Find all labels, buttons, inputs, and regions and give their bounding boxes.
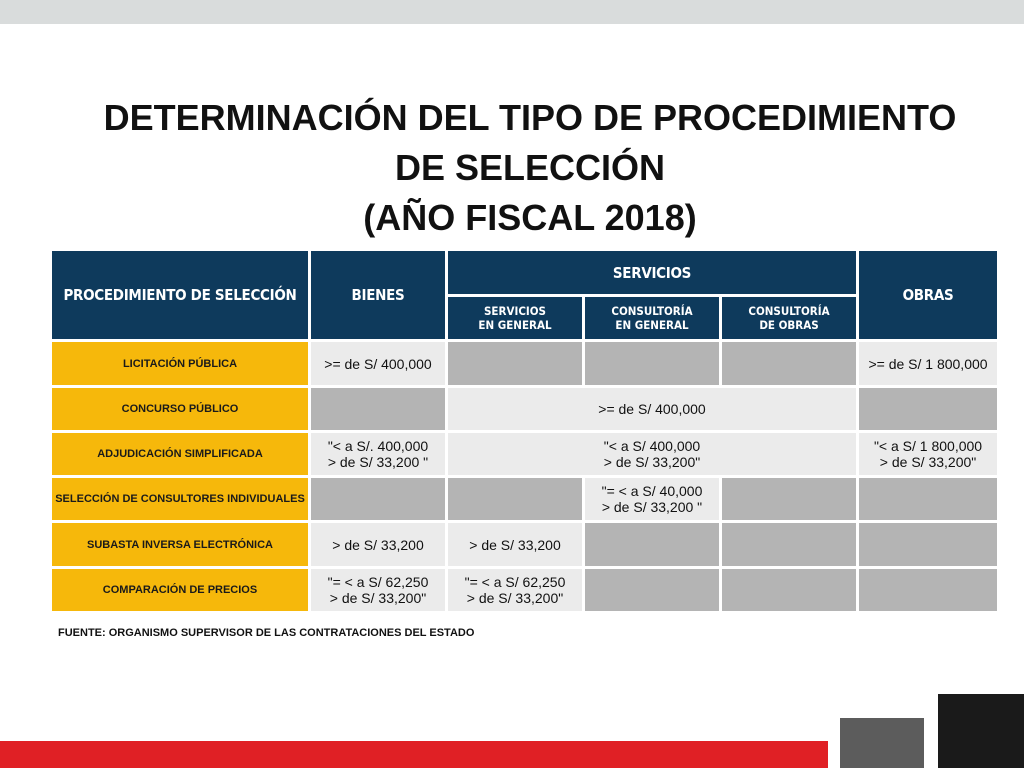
cell-adjudicacion-services bbox=[448, 433, 856, 475]
top-decorative-bar bbox=[0, 0, 1024, 24]
cell-licitacion-works: >= de S/ 1 800,000 bbox=[859, 342, 997, 384]
cell-comparacion-services-line-1: "= < a S/ 62,250 bbox=[464, 573, 566, 590]
cell-blank bbox=[859, 523, 997, 565]
cell-blank bbox=[722, 523, 856, 565]
table-row-comparacion bbox=[52, 569, 997, 611]
black-decorative-square bbox=[938, 694, 1024, 768]
title-line-2: DE SELECCIÓN bbox=[394, 147, 666, 188]
procedure-table bbox=[49, 248, 1000, 614]
red-footer-bar bbox=[0, 741, 828, 768]
cell-comparacion-goods bbox=[311, 569, 445, 611]
header-consulting-general-line-2: EN GENERAL bbox=[615, 318, 689, 333]
header-consulting-works-line-1: CONSULTORÍA bbox=[748, 304, 830, 319]
cell-blank bbox=[859, 478, 997, 520]
title-line-3: (AÑO FISCAL 2018) bbox=[363, 197, 697, 238]
header-services-general-line-2: EN GENERAL bbox=[478, 318, 552, 333]
header-goods: BIENES bbox=[311, 251, 445, 339]
header-consulting-works bbox=[722, 297, 856, 339]
cell-blank bbox=[585, 569, 719, 611]
header-procedure: PROCEDIMIENTO DE SELECCIÓN bbox=[52, 251, 308, 339]
row-label-subasta: SUBASTA INVERSA ELECTRÓNICA bbox=[52, 523, 308, 565]
cell-adjudicacion-services-line-2: > de S/ 33,200" bbox=[603, 454, 701, 471]
cell-licitacion-goods: >= de S/ 400,000 bbox=[311, 342, 445, 384]
row-label-licitacion: LICITACIÓN PÚBLICA bbox=[52, 342, 308, 384]
cell-comparacion-services-line-2: > de S/ 33,200" bbox=[466, 589, 564, 606]
header-consulting-general-line-1: CONSULTORÍA bbox=[611, 304, 693, 319]
cell-blank bbox=[585, 342, 719, 384]
row-label-adjudicacion: ADJUDICACIÓN SIMPLIFICADA bbox=[52, 433, 308, 475]
header-consulting-works-line-2: DE OBRAS bbox=[759, 318, 819, 333]
cell-comparacion-goods-line-1: "= < a S/ 62,250 bbox=[327, 573, 429, 590]
cell-seleccion-consulting-line-2: > de S/ 33,200 " bbox=[601, 499, 703, 516]
cell-comparacion-services bbox=[448, 569, 582, 611]
cell-adjudicacion-goods bbox=[311, 433, 445, 475]
cell-blank bbox=[311, 478, 445, 520]
cell-subasta-goods: > de S/ 33,200 bbox=[311, 523, 445, 565]
source-note: FUENTE: ORGANISMO SUPERVISOR DE LAS CONTRATACIONES DEL ESTADO bbox=[58, 627, 475, 639]
cell-blank bbox=[311, 388, 445, 430]
row-label-seleccion: SELECCIÓN DE CONSULTORES INDIVIDUALES bbox=[52, 478, 308, 520]
slide-title bbox=[40, 93, 1020, 243]
row-label-comparacion: COMPARACIÓN DE PRECIOS bbox=[52, 569, 308, 611]
cell-blank bbox=[722, 342, 856, 384]
cell-seleccion-consulting bbox=[585, 478, 719, 520]
cell-adjudicacion-works-line-2: > de S/ 33,200" bbox=[879, 454, 977, 471]
gray-decorative-square bbox=[840, 718, 924, 768]
header-works: OBRAS bbox=[859, 251, 997, 339]
cell-blank bbox=[859, 388, 997, 430]
table-row-concurso bbox=[52, 388, 997, 430]
cell-seleccion-consulting-line-1: "= < a S/ 40,000 bbox=[601, 483, 703, 500]
table-row-licitacion bbox=[52, 342, 997, 384]
header-services-general bbox=[448, 297, 582, 339]
title-line-1: DETERMINACIÓN DEL TIPO DE PROCEDIMIENTO bbox=[103, 97, 957, 138]
row-label-concurso: CONCURSO PÚBLICO bbox=[52, 388, 308, 430]
table-row-seleccion bbox=[52, 478, 997, 520]
header-services-general-line-1: SERVICIOS bbox=[483, 304, 547, 319]
cell-comparacion-goods-line-2: > de S/ 33,200" bbox=[329, 589, 427, 606]
cell-adjudicacion-services-line-1: "< a S/ 400,000 bbox=[603, 438, 701, 455]
cell-subasta-services: > de S/ 33,200 bbox=[448, 523, 582, 565]
cell-adjudicacion-goods-line-2: > de S/ 33,200 " bbox=[327, 454, 429, 471]
cell-adjudicacion-works bbox=[859, 433, 997, 475]
cell-blank bbox=[448, 342, 582, 384]
cell-blank bbox=[585, 523, 719, 565]
cell-blank bbox=[859, 569, 997, 611]
cell-concurso-services: >= de S/ 400,000 bbox=[448, 388, 856, 430]
cell-blank bbox=[722, 569, 856, 611]
cell-adjudicacion-goods-line-1: "< a S/. 400,000 bbox=[327, 438, 429, 455]
cell-blank bbox=[448, 478, 582, 520]
cell-blank bbox=[722, 478, 856, 520]
header-services: SERVICIOS bbox=[448, 251, 856, 294]
cell-adjudicacion-works-line-1: "< a S/ 1 800,000 bbox=[873, 438, 983, 455]
table-row-subasta bbox=[52, 523, 997, 565]
header-consulting-general bbox=[585, 297, 719, 339]
table-row-adjudicacion bbox=[52, 433, 997, 475]
